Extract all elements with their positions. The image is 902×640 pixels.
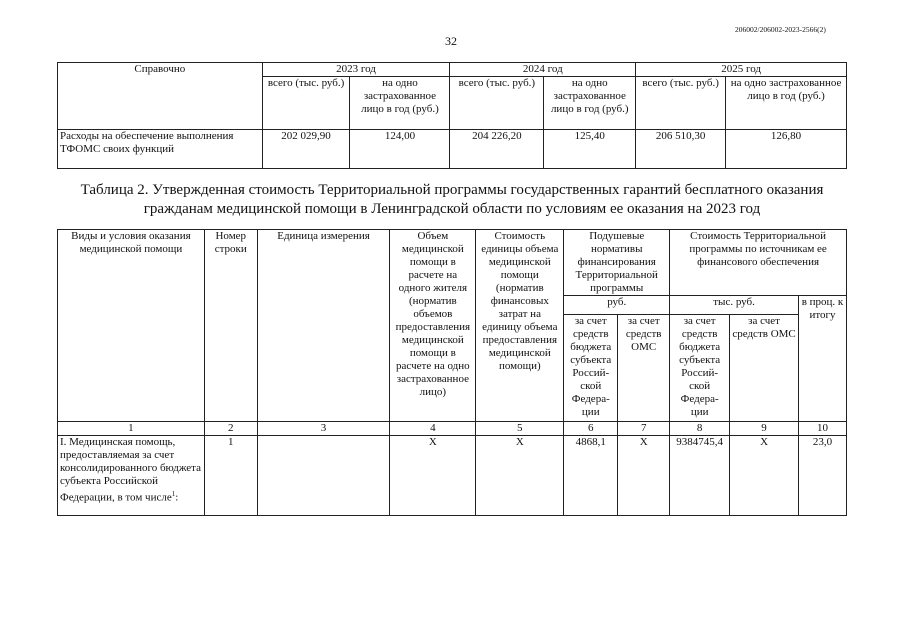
row1-volume: X bbox=[390, 436, 476, 516]
col-num-5: 5 bbox=[476, 422, 564, 436]
row1-unit bbox=[257, 436, 390, 516]
h-types: Виды и условия оказания медицинской помощи bbox=[58, 230, 205, 422]
sub-per-insured-2025: на одно застрахованное лицо в год (руб.) bbox=[726, 77, 847, 130]
h-thous-rub: тыс. руб. bbox=[670, 296, 799, 315]
ref-label: Справочно bbox=[134, 63, 186, 75]
h-cost-unit: Стоимость единицы объема медицинской помощи (норматив финансовых затрат на единицу объема предоставления медицинской помощи) bbox=[476, 230, 564, 422]
h-per-capita: Подушевые нормативы финансирования Территориальной программы bbox=[564, 230, 670, 296]
row1-label-cell bbox=[58, 436, 205, 516]
col-num-7: 7 bbox=[618, 422, 670, 436]
col-num-3: 3 bbox=[257, 422, 390, 436]
value-2023-total: 202 029,90 bbox=[262, 130, 350, 169]
row1-label-suffix: : bbox=[175, 491, 179, 504]
h-cost-oms: за счет средств ОМС bbox=[730, 315, 799, 422]
row1-cost-oms: X bbox=[730, 436, 799, 516]
h-rub: руб. bbox=[564, 296, 670, 315]
sub-per-insured-2024: на одно застрахованное лицо в год (руб.) bbox=[544, 77, 636, 130]
value-2023-per-insured: 124,00 bbox=[350, 130, 450, 169]
footnote-mark: 1 bbox=[171, 490, 176, 498]
reference-table bbox=[57, 62, 847, 169]
h-percap-oms: за счет средств ОМС bbox=[618, 315, 670, 422]
ref-label-cell bbox=[58, 63, 263, 130]
year-2025: 2025 год bbox=[636, 63, 847, 77]
row1-number: 1 bbox=[204, 436, 257, 516]
page-number: 32 bbox=[445, 34, 457, 48]
row1-percap-oms: X bbox=[618, 436, 670, 516]
col-num-1: 1 bbox=[58, 422, 205, 436]
year-2024: 2024 год bbox=[450, 63, 636, 77]
row1-cost: X bbox=[476, 436, 564, 516]
col-num-8: 8 bbox=[670, 422, 730, 436]
h-volume: Объем медицинской помощи в расчете на одного жителя (норматив объемов предоставления медицинской помощи в расчете на одно застрахованное лицо) bbox=[390, 230, 476, 422]
col-num-10: 10 bbox=[798, 422, 846, 436]
year-2023: 2023 год bbox=[262, 63, 450, 77]
row-label: Расходы на обеспечение выполнения ТФОМС своих функций bbox=[58, 130, 263, 169]
row1-percent: 23,0 bbox=[798, 436, 846, 516]
row1-percap-budget: 4868,1 bbox=[564, 436, 618, 516]
sub-per-insured-2023: на одно застрахованное лицо в год (руб.) bbox=[350, 77, 450, 130]
col-num-4: 4 bbox=[390, 422, 476, 436]
col-num-9: 9 bbox=[730, 422, 799, 436]
row1-cost-budget: 9384745,4 bbox=[670, 436, 730, 516]
value-2025-total: 206 510,30 bbox=[636, 130, 726, 169]
document-id: 206002/206002-2023-2566(2) bbox=[735, 25, 826, 34]
h-row-number: Номер строки bbox=[204, 230, 257, 422]
sub-total-2025: всего (тыс. руб.) bbox=[636, 77, 726, 130]
sub-total-2024: всего (тыс. руб.) bbox=[450, 77, 544, 130]
sub-total-2023: всего (тыс. руб.) bbox=[262, 77, 350, 130]
h-cost-budget: за счет средств бюджета субъекта Россий-ской Федера-ции bbox=[670, 315, 730, 422]
h-percap-budget: за счет средств бюджета субъекта Россий-ской Федера-ции bbox=[564, 315, 618, 422]
h-cost-sources: Стоимость Территориальной программы по источникам ее финансового обеспечения bbox=[670, 230, 847, 296]
col-num-2: 2 bbox=[204, 422, 257, 436]
value-2024-total: 204 226,20 bbox=[450, 130, 544, 169]
value-2025-per-insured: 126,80 bbox=[726, 130, 847, 169]
row1-label: I. Медицинская помощь, предоставляемая за счет консолидированного бюджета субъекта Российской Федерации, в том числе bbox=[60, 436, 201, 504]
col-num-6: 6 bbox=[564, 422, 618, 436]
program-cost-table bbox=[57, 229, 847, 516]
value-2024-per-insured: 125,40 bbox=[544, 130, 636, 169]
table-title: Таблица 2. Утвержденная стоимость Территориальной программы государственных гарантий бесплатного оказания гражданам медицинской помощи в Ленинградской области по условиям ее оказания на 2023 год bbox=[80, 182, 824, 217]
h-unit: Единица измерения bbox=[257, 230, 390, 422]
h-percent: в проц. к итогу bbox=[798, 296, 846, 422]
